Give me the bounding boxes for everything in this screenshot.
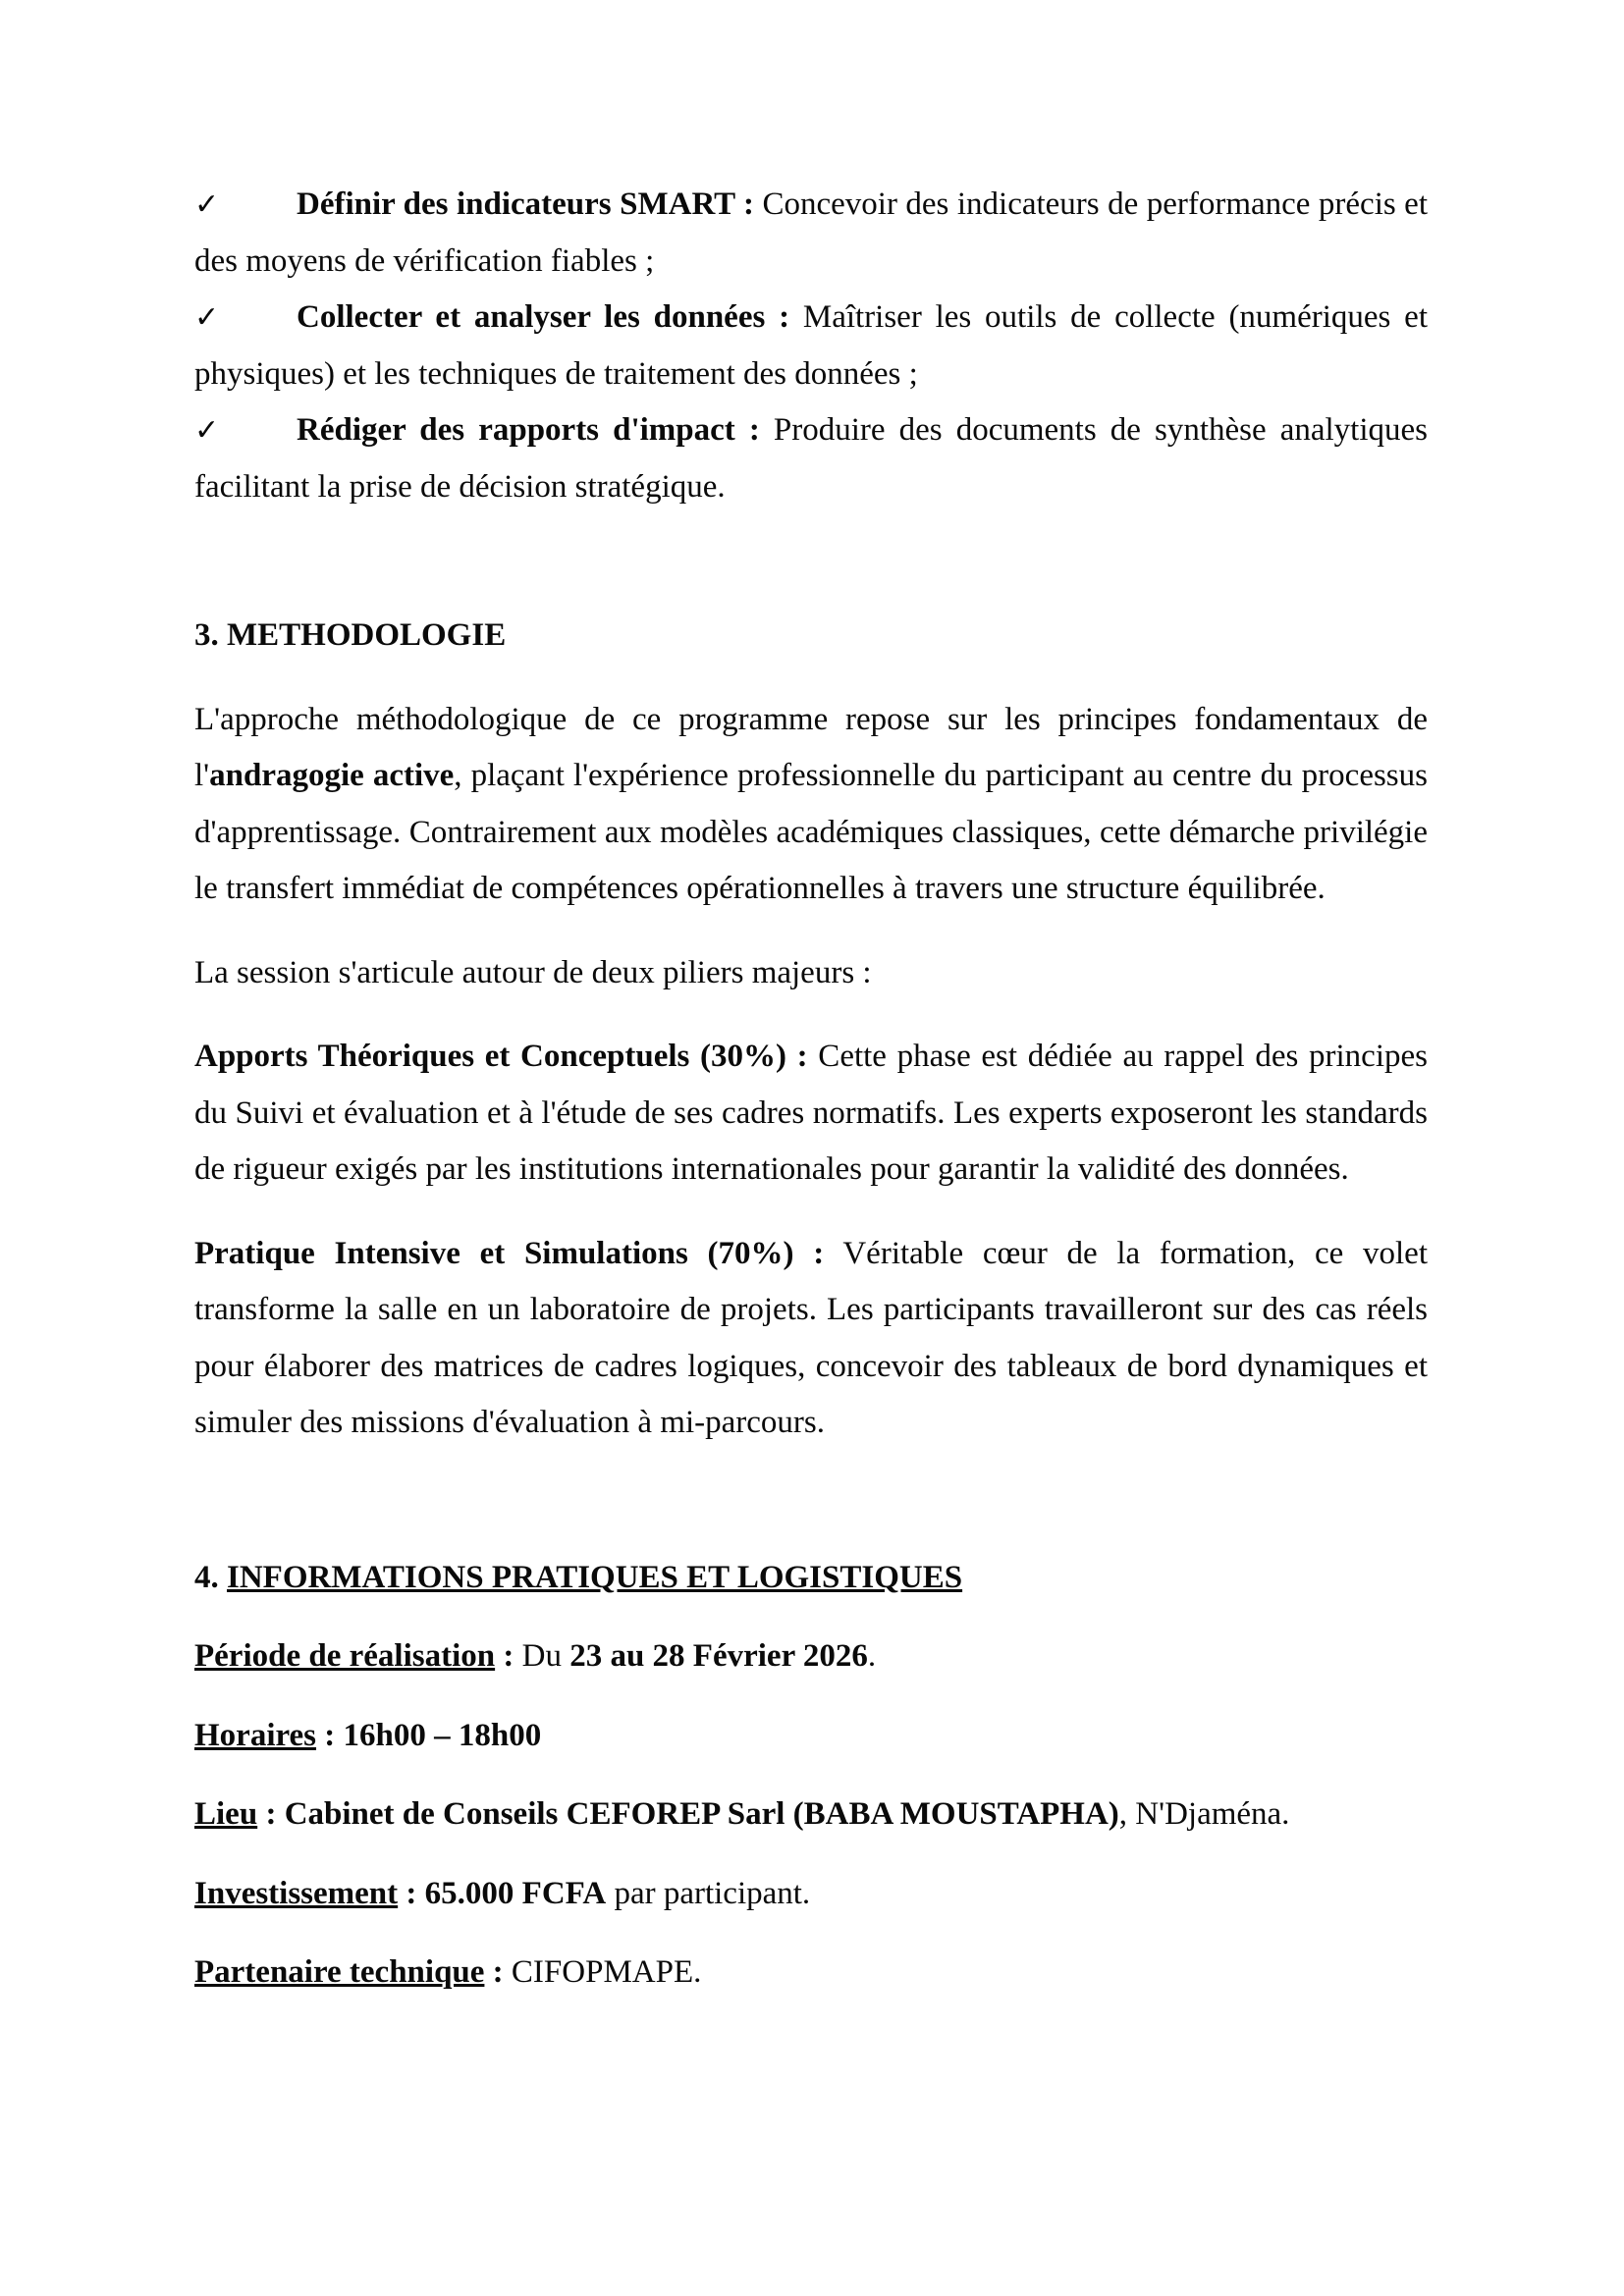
periode-dates: 23 au 28 Février 2026 xyxy=(569,1638,868,1674)
checklist-item-text: Produire des documents de synthèse analytiques facilitant la prise de décision stratégique. xyxy=(194,412,1428,505)
section-4-title: INFORMATIONS PRATIQUES ET LOGISTIQUES xyxy=(227,1559,963,1595)
investissement-line xyxy=(194,1866,1428,1923)
lieu-city: , N'Djaména. xyxy=(1118,1796,1290,1832)
partenaire-line xyxy=(194,1945,1428,2002)
checklist-item-collecte xyxy=(194,290,1428,402)
periode-normal-2: . xyxy=(867,1638,877,1674)
horaires-hours: 16h00 – 18h00 xyxy=(343,1717,542,1753)
checklist-item-rapports xyxy=(194,402,1428,515)
periode-line xyxy=(194,1629,1428,1685)
checklist-item-lead: Collecter et analyser les données : xyxy=(297,299,790,335)
pillar-theory-text: Cette phase est dédiée au rappel des principes du Suivi et évaluation et à l'étude de ses cadres normatifs. Les experts exposeront les standards de rigueur exigés par les institutions internationales pour garantir la validité des données. xyxy=(194,1039,1428,1187)
partenaire-separator: : xyxy=(484,1954,512,1990)
lieu-separator: : xyxy=(257,1796,285,1832)
methodology-text-1: L'approche méthodologique de ce programme repose sur les principes fondamentaux de l' xyxy=(194,701,1428,793)
checklist-item-lead: Définir des indicateurs SMART : xyxy=(297,187,754,222)
horaires-separator: : xyxy=(316,1717,344,1753)
pillars-intro: La session s'articule autour de deux piliers majeurs : xyxy=(194,954,872,990)
investissement-separator: : xyxy=(398,1875,425,1911)
methodology-text-2: , plaçant l'expérience professionnelle du participant au centre du processus d'apprentissage. Contrairement aux modèles académiques classiques, cette démarche privilégie le transfert immédiat de compétences opérationnelles à travers une structure équilibrée. xyxy=(194,758,1428,906)
pillar-theory-paragraph xyxy=(194,1029,1428,1199)
periode-label: Période de réalisation xyxy=(194,1638,496,1674)
checkmark-icon: ✓ xyxy=(194,187,220,222)
investissement-label: Investissement xyxy=(194,1875,399,1911)
lieu-venue: Cabinet de Conseils CEFOREP Sarl (BABA MOUSTAPHA) xyxy=(284,1796,1119,1832)
horaires-line xyxy=(194,1708,1428,1765)
horaires-label: Horaires xyxy=(194,1717,317,1753)
investissement-amount: 65.000 FCFA xyxy=(424,1875,607,1911)
checklist-item-smart xyxy=(194,177,1428,290)
partenaire-name: CIFOPMAPE. xyxy=(511,1954,702,1990)
checkmark-icon: ✓ xyxy=(194,413,220,448)
pillar-practice-text: Véritable cœur de la formation, ce volet transforme la salle en un laboratoire de projets. Les participants travailleront sur des cas réels pour élaborer des matrices de cadres logiques, concevoir des tableaux de bord dynamiques et simuler des missions d'évaluation à mi-parcours. xyxy=(194,1235,1428,1440)
lieu-label: Lieu xyxy=(194,1796,258,1832)
pillar-practice-paragraph xyxy=(194,1226,1428,1452)
checklist-item-lead: Rédiger des rapports d'impact : xyxy=(297,412,760,448)
partenaire-label: Partenaire technique xyxy=(194,1954,485,1990)
section-4-heading xyxy=(194,1550,1428,1607)
section-3-heading: 3. METHODOLOGIE xyxy=(194,617,507,653)
methodology-paragraph xyxy=(194,692,1428,918)
checklist-item-text: Maîtriser les outils de collecte (numériques et physiques) et les techniques de traitement des données ; xyxy=(194,299,1428,392)
checklist-item-text: Concevoir des indicateurs de performance précis et des moyens de vérification fiables ; xyxy=(194,187,1428,279)
pillar-theory-lead: Apports Théoriques et Conceptuels (30%) : xyxy=(194,1039,808,1074)
investissement-suffix: par participant. xyxy=(606,1875,811,1911)
methodology-bold-andragogie: andragogie active xyxy=(209,758,455,793)
lieu-line xyxy=(194,1787,1428,1843)
periode-separator: : xyxy=(495,1638,522,1674)
section-4-number: 4. xyxy=(194,1559,227,1595)
checkmark-icon: ✓ xyxy=(194,300,220,335)
pillar-practice-lead: Pratique Intensive et Simulations (70%) : xyxy=(194,1235,825,1271)
periode-normal-1: Du xyxy=(521,1638,570,1674)
